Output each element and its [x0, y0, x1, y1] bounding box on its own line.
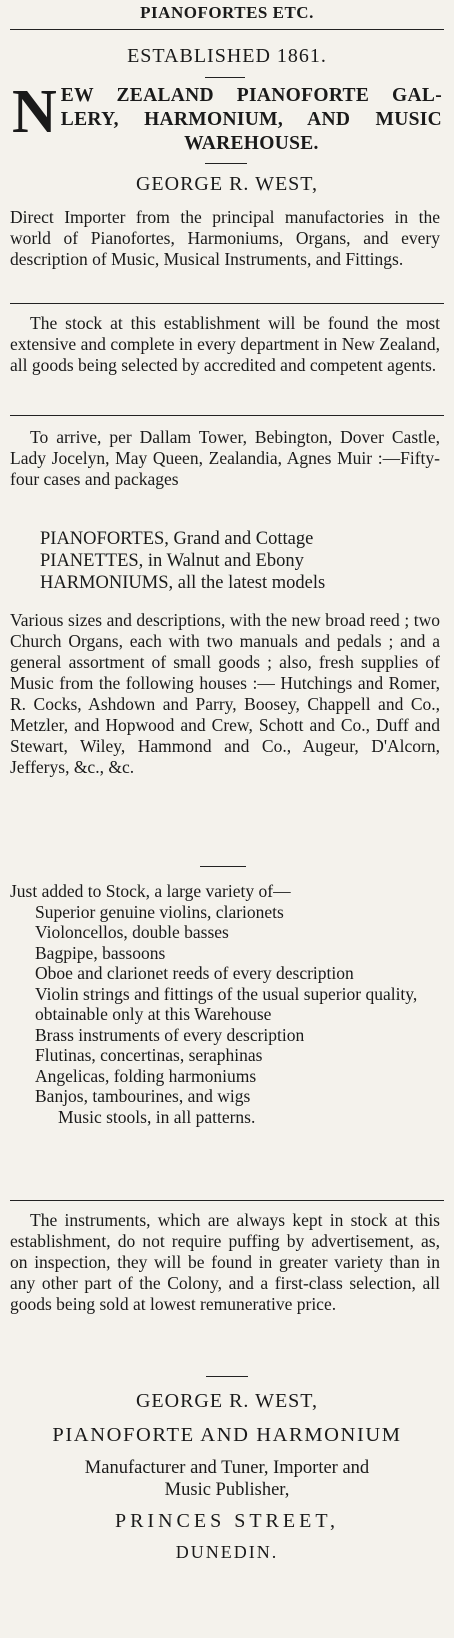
- list-item: Flutinas, concertinas, seraphinas: [35, 1045, 263, 1065]
- list-item: Brass instruments of every description: [35, 1024, 305, 1045]
- importer-text: Direct Importer from the principal manufactories in the world of Pianofortes, Harmoniums, Organs, and every description of Music, Musical Instruments, and Fittings.: [10, 207, 440, 269]
- footer-roles-line-1: Manufacturer and Tuner, Importer and: [84, 1458, 370, 1478]
- footer-title: PIANOFORTE AND HARMONIUM: [52, 1424, 402, 1446]
- established-line: ESTABLISHED 1861.: [127, 45, 327, 67]
- list-item: Banjos, tambourines, and wigs: [35, 1086, 251, 1106]
- proprietor-name: GEORGE R. WEST,: [135, 173, 319, 195]
- featured-items: [40, 528, 444, 594]
- stock-paragraph: [10, 313, 440, 376]
- gallery-name-line-2: LERY, HARMONIUM, AND MUSIC: [60, 109, 442, 130]
- divider-dash: [200, 866, 246, 867]
- list-item: Superior genuine violins, clarionets: [35, 901, 284, 922]
- section-rule: [10, 1200, 444, 1201]
- list-item: Violoncellos, double basses: [35, 922, 229, 942]
- list-item: Music stools, in all patterns.: [58, 1106, 256, 1127]
- divider-dash: [206, 1376, 248, 1377]
- footer-city: DUNEDIN.: [175, 1542, 279, 1562]
- section-title: PIANOFORTES ETC.: [140, 3, 314, 22]
- stock-text: The stock at this establishment will be found the most extensive and complete in every department in New Zealand, all goods being selected by accredited and competent agents.: [10, 313, 440, 375]
- footer-roles-line-2: Music Publisher,: [164, 1480, 290, 1500]
- importer-paragraph: [10, 207, 440, 270]
- gallery-name-line-3: WAREHOUSE.: [184, 133, 319, 154]
- stock-list: [10, 881, 446, 1127]
- instruments-text: The instruments, which are always kept in stock at this establishment, do not require puffing by advertisement, as, on inspection, they will be found in greater variety than in any other part of the Colony, and a first-class selection, all goods being sold at lowest remunerative price.: [10, 1210, 440, 1314]
- arrive-paragraph: [10, 427, 440, 490]
- list-item: Angelicas, folding harmoniums: [35, 1065, 257, 1086]
- list-item: Oboe and clarionet reeds of every description: [35, 963, 354, 983]
- footer-name: GEORGE R. WEST,: [135, 1390, 319, 1412]
- top-rule: [10, 29, 444, 30]
- various-text: Various sizes and descriptions, with the new broad reed ; two Church Organs, each with two manuals and pedals ; and a general assortment of small goods ; also, fresh supplies of Music from the following houses :— Hutchings and Romer, R. Cocks, Ashdown and Parry, Boosey, Chappell and Co., Metzler, and Hopwood and Crew, Schott and Co., Duff and Stewart, Wiley, Hammond and Co., Augeur, D'Alcorn, Jefferys, &c., &c.: [10, 610, 440, 777]
- instruments-paragraph: [10, 1210, 440, 1315]
- gallery-name-line-1: EW ZEALAND PIANOFORTE GAL-: [60, 85, 442, 106]
- divider-dash: [205, 77, 245, 78]
- section-rule: [10, 303, 444, 304]
- section-rule: [10, 415, 444, 416]
- featured-item-pianettes: PIANETTES, in Walnut and Ebony: [40, 551, 304, 571]
- list-item: Violin strings and fittings of the usual superior quality, obtainable only at this Warehouse: [35, 983, 418, 1024]
- drop-cap: N: [12, 78, 57, 146]
- gallery-name: [12, 78, 442, 156]
- arrive-text: To arrive, per Dallam Tower, Bebington, Dover Castle, Lady Jocelyn, May Queen, Zealandia, Agnes Muir :—Fifty-four cases and packages: [10, 427, 440, 489]
- divider-dash: [205, 163, 247, 164]
- list-item: Bagpipe, bassoons: [35, 942, 166, 963]
- stock-list-intro: Just added to Stock, a large variety of—: [10, 881, 291, 901]
- footer-street: PRINCES STREET,: [114, 1510, 340, 1532]
- featured-item-harmoniums: HARMONIUMS, all the latest models: [40, 573, 326, 593]
- various-paragraph: [10, 610, 440, 778]
- featured-item-pianofortes: PIANOFORTES, Grand and Cottage: [40, 529, 314, 549]
